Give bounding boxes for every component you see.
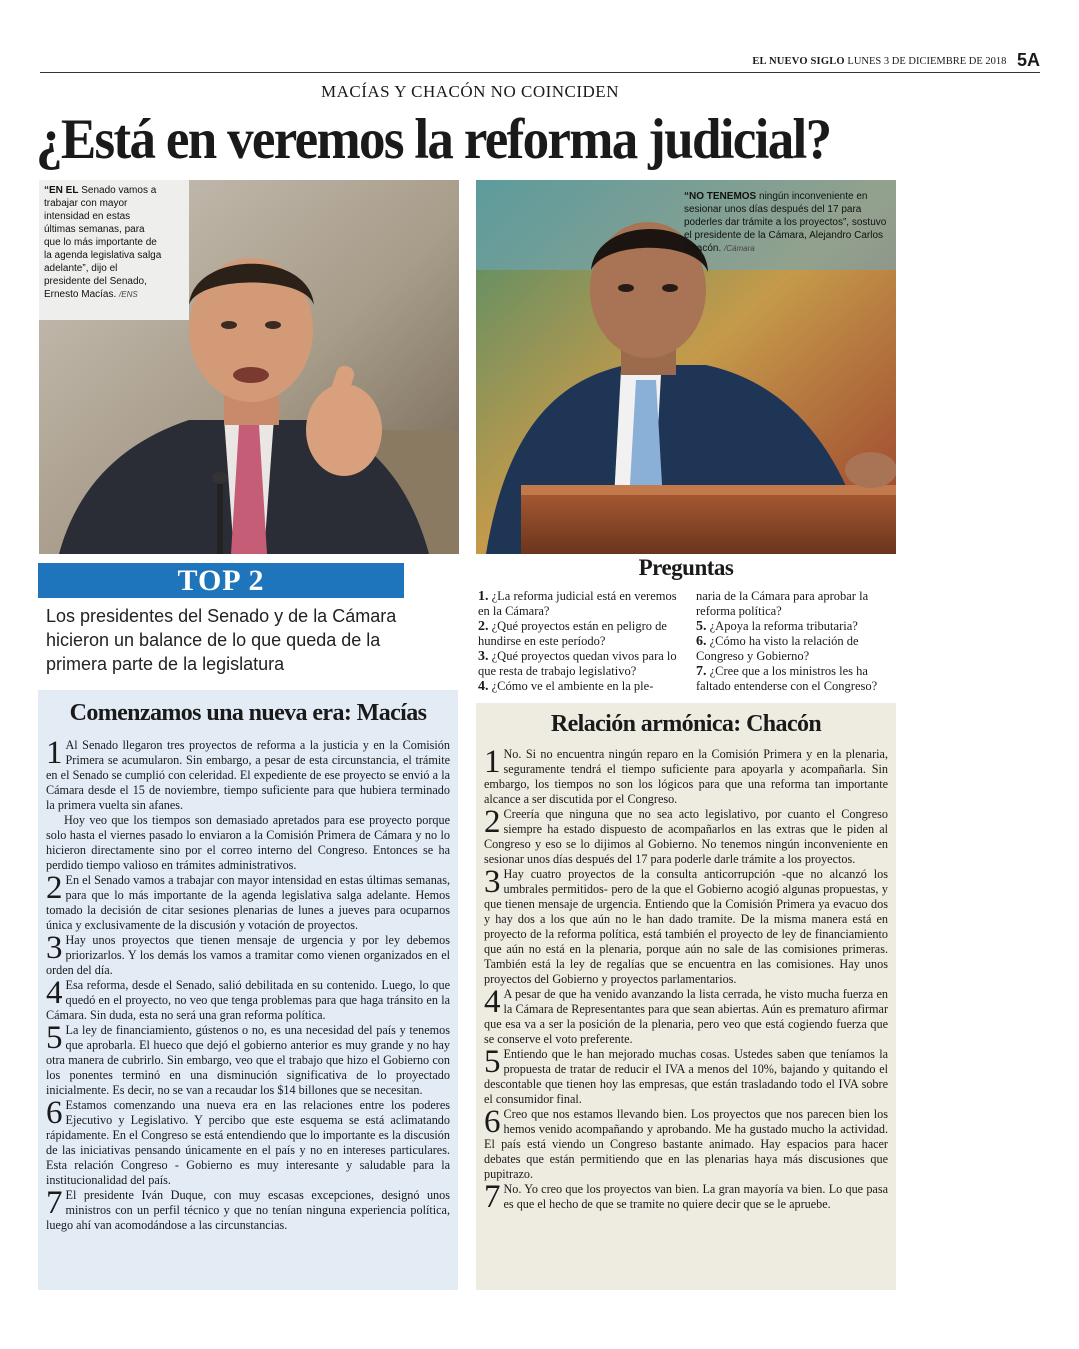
answer-paragraph: Hoy veo que los tiempos son demasiado apretados para ese proyecto porque solo hasta el viernes pasado lo enviaron a la Comisión Primera de Cámara y no lo hicieron directamente sino por el correo interno del Congreso. Entonces se ha perdido tiempo valioso en trámites administrativos. [46, 813, 450, 872]
question-item: 4. ¿Cómo ve el ambiente en la ple- [478, 679, 654, 694]
page-number: 5A [1016, 50, 1040, 70]
article-macias-body [46, 735, 450, 1233]
page-header [752, 50, 1040, 71]
answer-number: 6 [46, 1095, 63, 1131]
top2-label: TOP 2 [177, 564, 265, 597]
question-item: 7. ¿Cree que a los ministros les ha faltado entenderse con el Congreso? [696, 664, 878, 693]
photo-credit: /Cámara [724, 244, 755, 253]
answer-paragraph: 6 Creo que nos estamos llevando bien. Los proyectos que nos parecen bien los hemos venido acompañando y aprobando. Me ha gustado mucho la actividad. El país está viendo un Congreso bastante animado. Hay espacios para hacer debates que están permitiendo que en las plenarias haya más discusiones que pupitrazo. [484, 1104, 888, 1181]
question-item: naria de la Cámara para aprobar la reforma política? [696, 589, 869, 618]
answer-paragraph: 7 El presidente Iván Duque, con muy escasas excepciones, designó unos ministros con un perfil técnico y que no tenían ninguna experiencia política, luego ahí van acomodándose a las circunstancias. [46, 1185, 450, 1232]
caption-macias-lead: “EN EL [44, 185, 79, 196]
answer-number: 7 [46, 1185, 63, 1221]
article-macias-title: Comenzamos una nueva era: Macías [69, 700, 427, 726]
answer-paragraph: 3 Hay unos proyectos que tienen mensaje de urgencia y por ley debemos priorizarlos. Y los demás los vamos a tramitar como vienen organizados en el orden del día. [46, 930, 450, 977]
article-chacon-body [484, 744, 888, 1215]
photo-chacon [476, 180, 896, 554]
answer-paragraph: 5 Entiendo que le han mejorado muchas cosas. Ustedes saben que teníamos la propuesta de tratar de reducir el IVA a menos del 10%, bajando y quitando el descontable que tienen hoy las empresas, que están trasladando todo el IVA sobre el consumidor final. [484, 1044, 888, 1106]
question-item: 5. ¿Apoya la reforma tributaria? [696, 619, 858, 634]
kicker: MACÍAS Y CHACÓN NO COINCIDEN [321, 82, 619, 101]
questions-title: Preguntas [638, 555, 734, 580]
top2-banner [38, 563, 404, 598]
answer-paragraph: 2 Creería que ninguna que no sea acto legislativo, por cuanto el Congreso siempre ha estado dispuesto de acompañarlos en las extras que le piden al Congreso y eso se lo dijimos al Gobierno. No tenemos ningún inconveniente en sesionar unos días después del 17 para poderle darle trámite a los proyectos. [484, 804, 888, 866]
answer-number: 2 [484, 804, 501, 840]
answer-paragraph: 6 Estamos comenzando una nueva era en las relaciones entre los poderes Ejecutivo y Legislativo. Y percibo que este esquema se está aclimatando rápidamente. En el Congreso se está entendiendo que lo importante es la discusión de las iniciativas pensando únicamente en el país y no en intereses particulares. Esta relación Congreso - Gobierno es muy interesante y saludable para la institucionalidad del país. [46, 1095, 450, 1187]
question-item: 1. ¿La reforma judicial está en veremos en la Cámara? [478, 589, 677, 618]
answer-number: 4 [484, 984, 501, 1020]
answer-number: 4 [46, 975, 63, 1011]
answer-number: 7 [484, 1179, 501, 1215]
article-macias [38, 690, 458, 1290]
caption-chacon-text: ningún inconveniente en sesionar unos días después del 17 para poderles dar trámite a los proyectos”, sostuvo el presidente de la Cámara, Alejandro Carlos Chacón. [684, 191, 887, 254]
masthead [40, 46, 1040, 73]
caption-macias-text: Senado vamos a trabajar con mayor intensidad en estas últimas semanas, para que lo más importante de la agenda legislativa salga adelante”, dijo el presidente del Senado, Ernesto Macías. [44, 185, 162, 300]
answer-paragraph: 1 No. Si no encuentra ningún reparo en la Comisión Primera y en la plenaria, seguramente tendrá el tiempo suficiente para apoyarla y acompañarla. Sin embargo, los tiempos no son los lógicos para que una reforma tan importante alcance a ser discutida por el Congreso. [484, 744, 888, 806]
issue-date: LUNES 3 DE DICIEMBRE DE 2018 [847, 56, 1007, 67]
question-item: 3. ¿Qué proyectos quedan vivos para lo que resta de trabajo legislativo? [478, 649, 677, 678]
caption-chacon [684, 190, 894, 255]
questions-column-1 [478, 589, 678, 694]
question-item: 2. ¿Qué proyectos están en peligro de hundirse en este período? [478, 619, 667, 648]
question-item: 6. ¿Cómo ha visto la relación de Congreso y Gobierno? [696, 634, 859, 663]
answer-paragraph: 7 No. Yo creo que los proyectos van bien. La gran mayoría va bien. Lo que pasa es que el hecho de que se tramite no quiere decir que se le apruebe. [484, 1179, 888, 1215]
answer-number: 1 [484, 744, 501, 780]
answer-paragraph: 2 En el Senado vamos a trabajar con mayor intensidad en estas últimas semanas, para que lo más importante de la agenda legislativa salga adelante. Hemos tomado la decisión de citar sesiones plenarias de lunes a jueves para ocuparnos única y exclusivamente de la discusión y votación de proyectos. [46, 870, 450, 932]
answer-number: 2 [46, 870, 63, 906]
answer-paragraph: 3 Hay cuatro proyectos de la consulta anticorrupción -que no alcanzó los umbrales permitidos- pero de la que el Gobierno acogió algunas propuestas, y que tienen mensaje de urgencia. Entiendo que la Comisión Primera ya evacuo dos y hay dos a los que aún no le han dado tramite. De la misma manera está en proyecto de la reforma política, está también el proyecto de ley de financiamiento que aún no está en la plenaria, porque aún no sale de las comisiones primeras. También está la ley de regalías que se encuentra en las comisiones. Hay unos proyectos del Gobierno y proyectos parlamentarios. [484, 864, 888, 986]
answer-paragraph: 5 La ley de financiamiento, gústenos o no, es una necesidad del país y tenemos que aprobarla. El hueco que dejó el gobierno anterior es muy grande y no hay otra manera de cubrirlo. Sin embargo, veo que el trabajo que hizo el Gobierno con los ponentes terminó en una disminución significativa de lo proyectado inicialmente. Es decir, no se van a recaudar los $14 billones que se necesitan. [46, 1020, 450, 1097]
answer-paragraph: 4 Esa reforma, desde el Senado, salió debilitada en su contenido. Luego, lo que quedó en el proyecto, no veo que tenga problemas para que haga tránsito en la Cámara. Sin duda, esta no será una gran reforma política. [46, 975, 450, 1022]
photo-macias [39, 180, 459, 554]
answer-number: 5 [484, 1044, 501, 1080]
article-chacon-title: Relación armónica: Chacón [550, 711, 822, 737]
caption-macias [44, 184, 162, 301]
photo-credit: /ENS [119, 290, 138, 299]
newspaper-name: EL NUEVO SIGLO [752, 56, 845, 67]
answer-number: 3 [484, 864, 501, 900]
answer-number: 3 [46, 930, 63, 966]
answer-number: 6 [484, 1104, 501, 1140]
answer-number: 5 [46, 1020, 63, 1056]
article-chacon [476, 703, 896, 1290]
answer-paragraph: 1 Al Senado llegaron tres proyectos de reforma a la justicia y en la Comisión Primera se acumularon. Sin embargo, a pesar de esta circunstancia, el trámite en el Senado se cumplió con celeridad. El expediente de ese proyecto se envió a la Cámara desde el 15 de noviembre, tiempo suficiente para que hubiera terminado la primera vuelta sin afanes. [46, 735, 450, 812]
answer-number: 1 [46, 735, 63, 771]
caption-chacon-lead: “NO TENEMOS [684, 191, 757, 202]
questions-column-2 [696, 589, 896, 694]
deck: Los presidentes del Senado y de la Cámara hicieron un balance de lo que queda de la primera parte de la legislatura [46, 606, 397, 674]
answer-paragraph: 4 A pesar de que ha venido avanzando la lista cerrada, he visto mucha fuerza en la Cámara de Representantes para que sean abiertas. Aún es prematuro afirmar que esa va a ser la posición de la plenaria, pero veo que está cogiendo fuerza que se conserve el voto preferente. [484, 984, 888, 1046]
headline: ¿Está en veremos la reforma judicial? [36, 108, 831, 171]
